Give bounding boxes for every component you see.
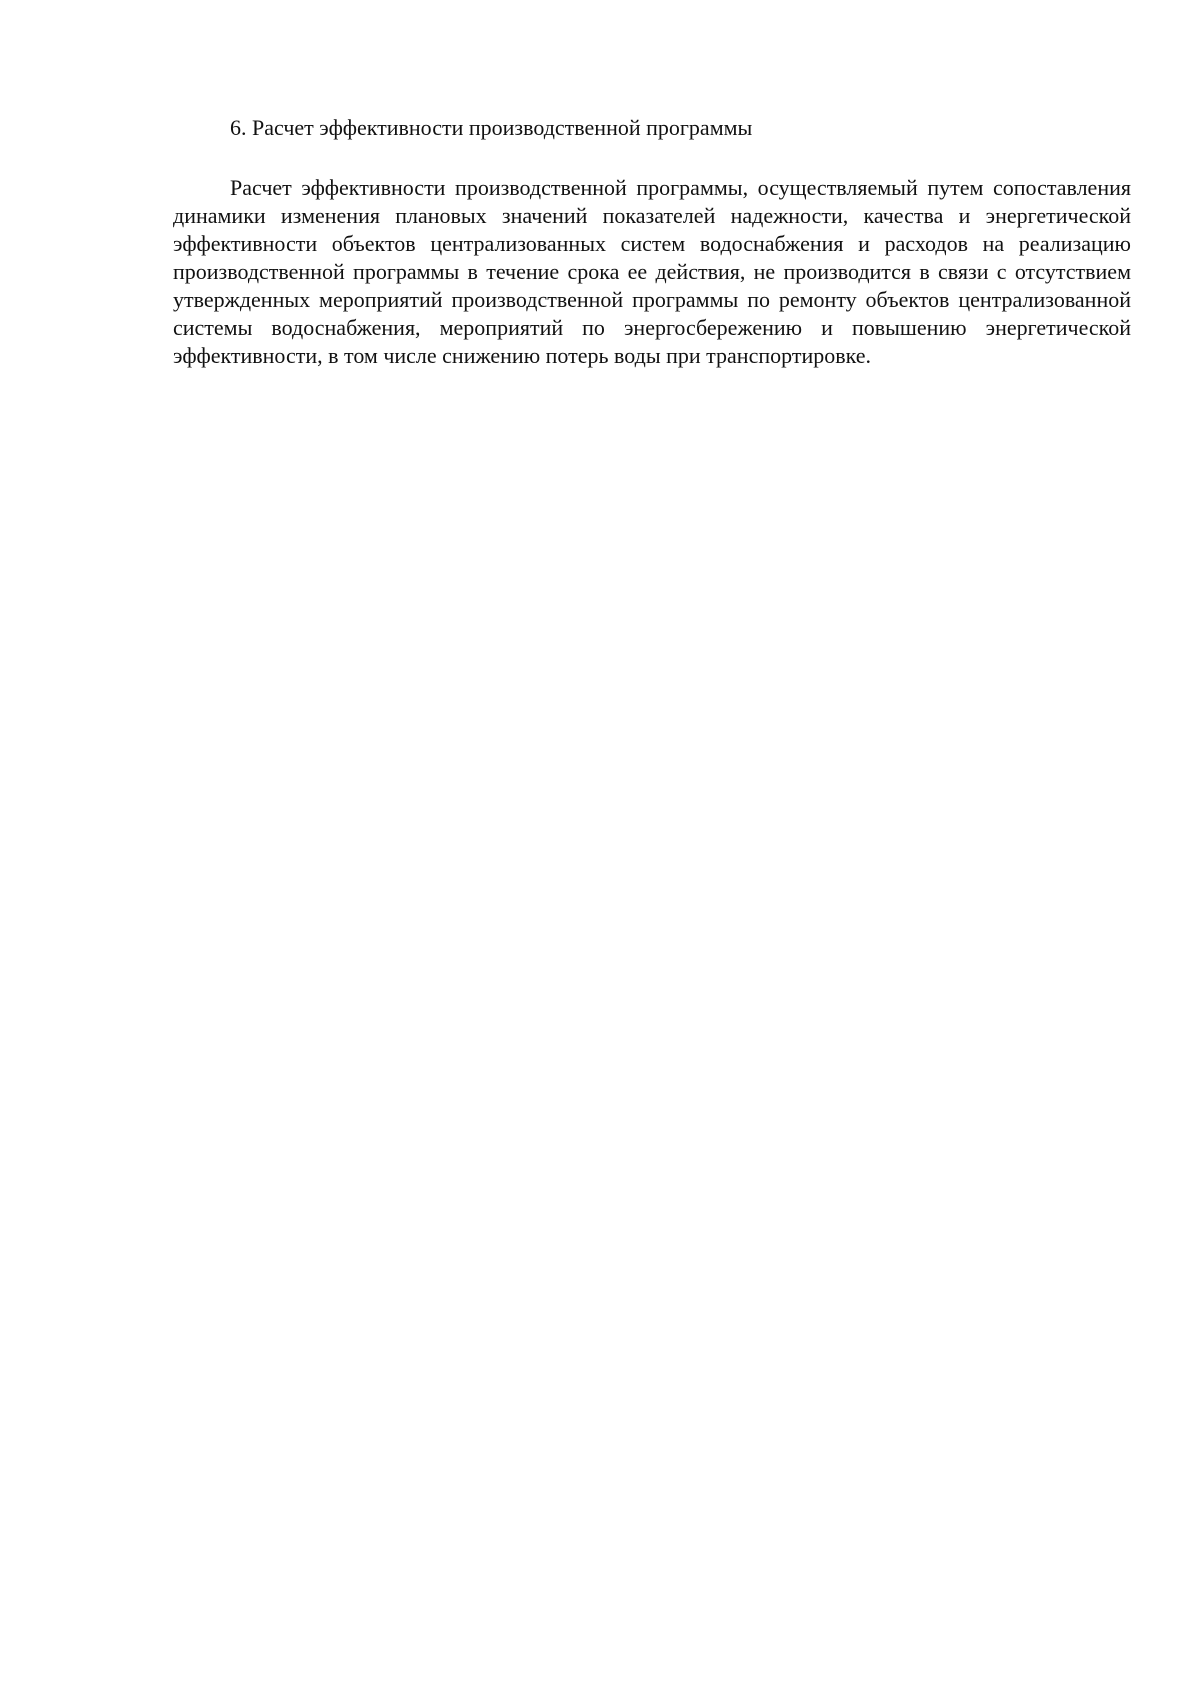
section-heading: 6. Расчет эффективности производственной программы (230, 115, 753, 140)
section-paragraph: Расчет эффективности производственной программы, осуществляемый путем сопоставления динамики изменения плановых значений показателей надежности, качества и энергетической эффективности объектов централизованных систем водоснабжения и расходов на реализацию производственной программы в течение срока ее действия, не производится в связи с отсутствием утвержденных мероприятий производственной программы по ремонту объектов централизованной системы водоснабжения, мероприятий по энергосбережению и повышению энергетической эффективности, в том числе снижению потерь воды при транспортировке. (173, 175, 1131, 368)
